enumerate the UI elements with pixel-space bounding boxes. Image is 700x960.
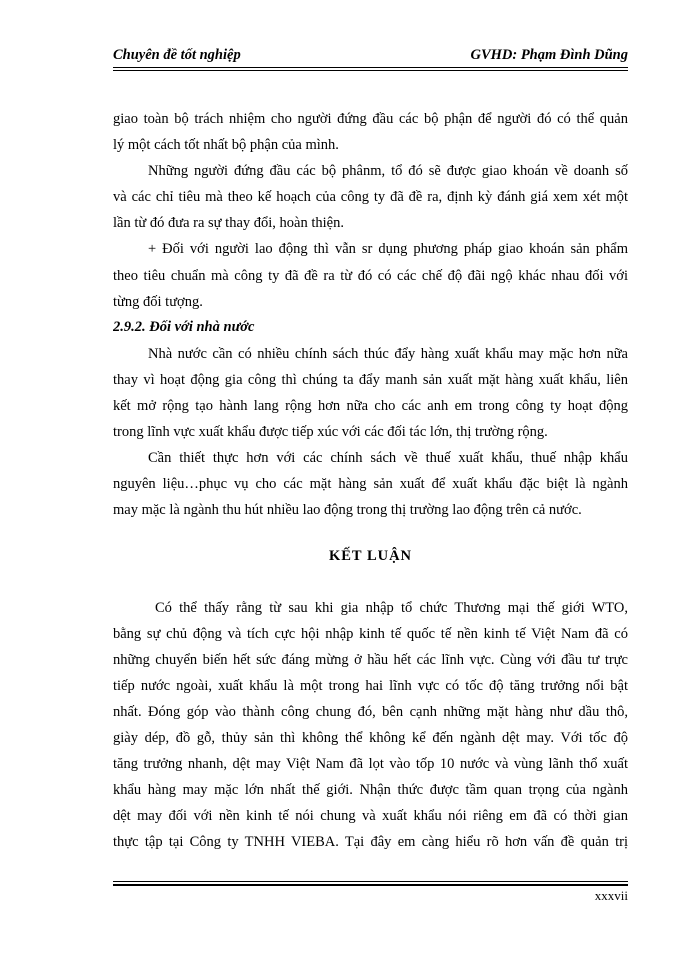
header-rule-thin [113,70,628,71]
paragraph-line: tiếp nước ngoài, xuất khẩu là một trong hai lĩnh vực có tốc độ tăng trưởng nổi bật [113,678,628,694]
paragraph-line: lần từ đó đưa ra sự thay đổi, hoàn thiện. [113,215,344,231]
conclusion-title: KẾT LUẬN [328,548,413,564]
paragraph-line: thực tập tại Công ty TNHH VIEBA. Tại đây em càng hiểu rõ hơn vấn đề quản trị [113,834,628,850]
paragraph-line: Nhà nước cần có nhiều chính sách thúc đẩy hàng xuất khẩu may mặc hơn nữa [148,346,628,362]
page-number: xxxvii [594,888,628,903]
paragraph-line: may mặc là ngành thu hút nhiều lao động trong thị trường lao động trên cả nước. [113,502,582,518]
paragraph-line: Có thể thấy rằng từ sau khi gia nhập tổ chức Thương mại thế giới WTO, [155,600,628,616]
section-heading: 2.9.2. Đối với nhà nước [113,319,255,335]
header-advisor: GVHD: Phạm Đình Dũng [470,47,628,63]
paragraph-line: giao toàn bộ trách nhiệm cho người đứng đầu các bộ phận để người đó có thể quản [113,111,628,127]
paragraph-line: nhất. Đóng góp vào thành công chung đó, bên cạnh những mặt hàng như dầu thô, [113,704,628,720]
paragraph-line: kết mở rộng tạo hành lang rộng hơn nữa cho các anh em trong công ty hoạt động [113,398,628,414]
paragraph-line: tăng trưởng nhanh, dệt may Việt Nam đã lọt vào tốp 10 nước và vùng lãnh thổ xuất [113,756,628,772]
paragraph-line: dệt may đối với nền kinh tế nói chung và xuất khẩu nói riêng em đã có thời gian [113,808,628,824]
paragraph-line: nguyên liệu…phục vụ cho các mặt hàng sản xuất để xuất khẩu đặc biệt là ngành [113,476,628,492]
header-rule-thick [113,67,628,68]
paragraph-line: thay vì hoạt động gia công thì chúng ta đẩy manh sản xuất mặt hàng xuất khẩu, liên [113,372,628,388]
paragraph-line: từng đối tượng. [113,294,203,310]
footer-rule-thick [113,884,628,886]
paragraph-line: trong lĩnh vực xuất khẩu được tiếp xúc với các đối tác lớn, thị trường rộng. [113,424,548,440]
paragraph-line: + Đối với người lao động thì vẫn sr dụng phương pháp giao khoán sản phẩm [148,241,628,257]
paragraph-line: Những người đứng đầu các bộ phânm, tổ đó sẽ được giao khoán về doanh số [148,163,628,179]
paragraph-line: và các chỉ tiêu mà theo kế hoạch của công ty đã đề ra, định kỳ đánh giá xem xét một [113,189,628,205]
paragraph-line: những chuyển biến hết sức đáng mừng ở hầu hết các lĩnh vực. Cùng với đầu tư trực [113,652,628,668]
paragraph-line: theo tiêu chuẩn mà công ty đã đề ra từ đó có các chế độ đãi ngộ khác nhau đối với [113,268,628,284]
paragraph-line: Cần thiết thực hơn với các chính sách về thuế xuất khẩu, thuế nhập khẩu [148,450,628,466]
paragraph-line: khẩu hàng may mặc lớn nhất thế giới. Nhận thức được tầm quan trọng của ngành [113,782,628,798]
paragraph-line: bằng sự chủ động và tích cực hội nhập kinh tế quốc tế nền kinh tế Việt Nam đã có [113,626,628,642]
header-document-type: Chuyên đề tốt nghiệp [113,47,241,63]
footer-rule-thin [113,881,628,882]
paragraph-line: giày dép, đồ gỗ, thủy sản thì không thể không kể đến ngành dệt may. Với tốc độ [113,730,628,746]
paragraph-line: lý một cách tốt nhất bộ phận của mình. [113,137,339,153]
page-header [113,44,628,66]
